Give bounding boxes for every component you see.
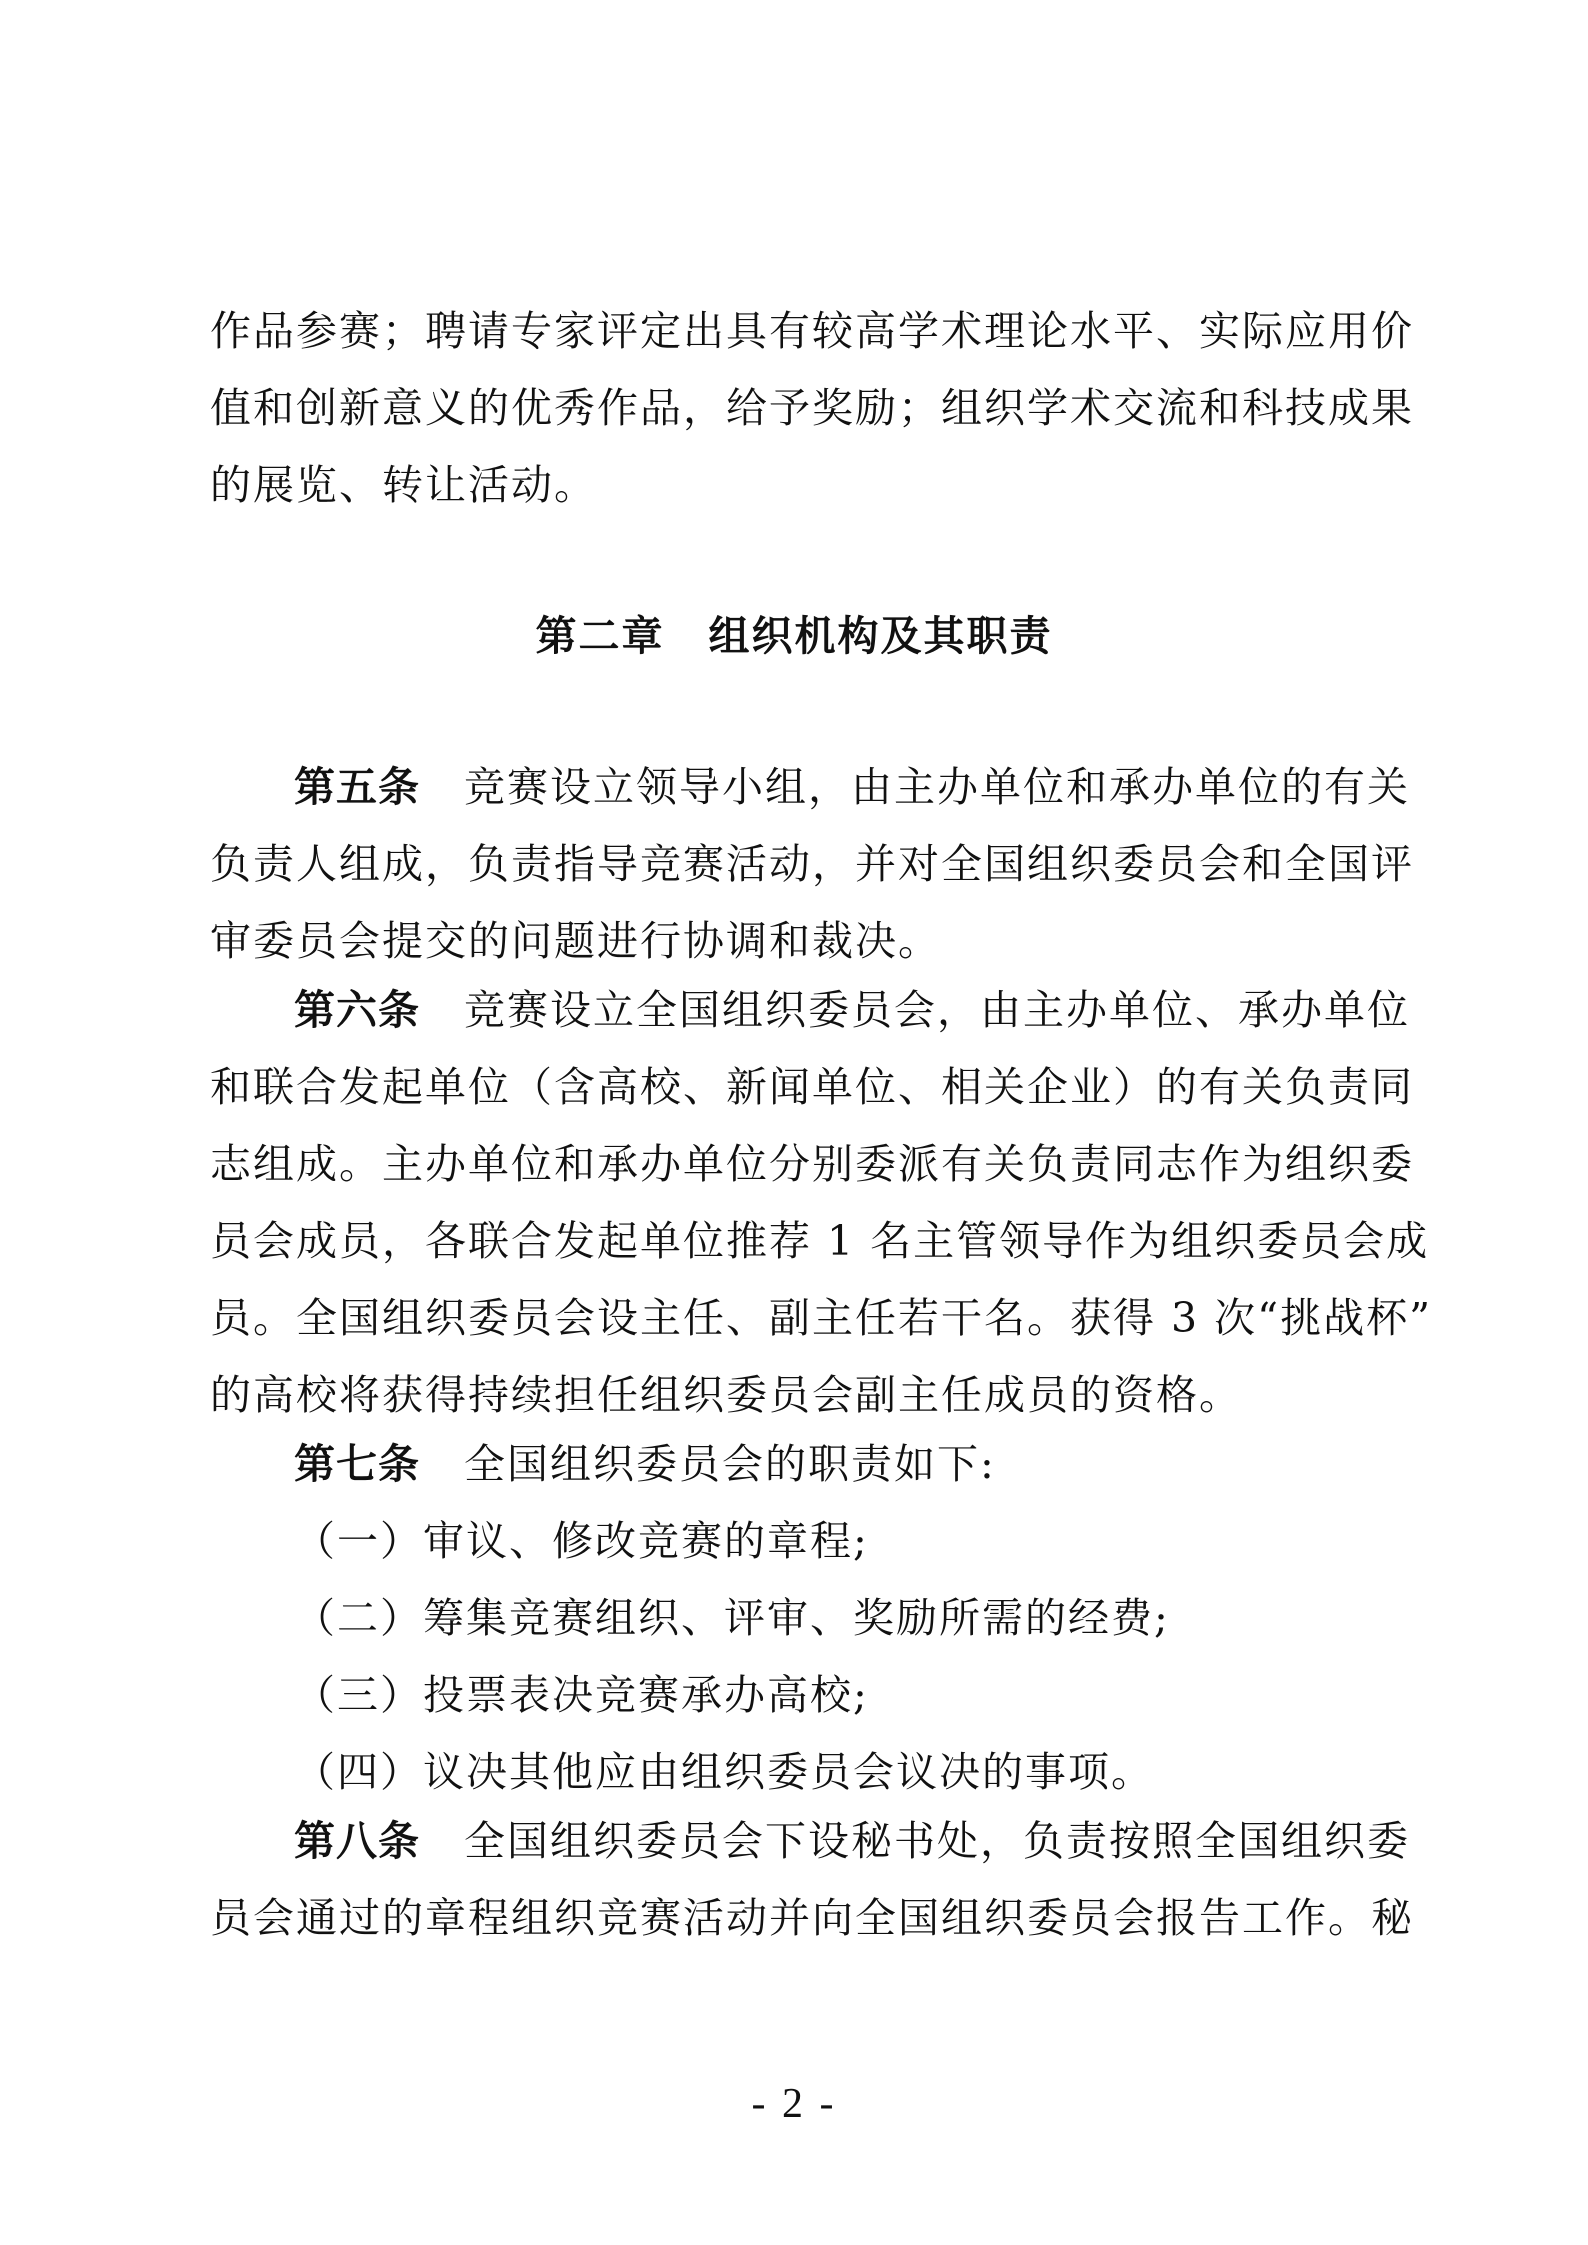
- paragraph-line: 负责人组成，负责指导竞赛活动，并对全国组织委员会和全国评: [210, 840, 1414, 888]
- list-item: （一）审议、修改竞赛的章程;: [294, 1517, 869, 1565]
- paragraph-line: 审委员会提交的问题进行协调和裁决。: [210, 917, 941, 965]
- page-number: - 2 -: [751, 2081, 837, 2127]
- paragraph-line: 竞赛设立全国组织委员会，由主办单位、承办单位: [464, 986, 1410, 1034]
- paragraph-line: 员。全国组织委员会设主任、副主任若干名。获得 3 次“挑战杯”: [210, 1294, 1433, 1342]
- paragraph-line: 作品参赛；聘请专家评定出具有较高学术理论水平、实际应用价: [210, 307, 1414, 355]
- paragraph-line: 值和创新意义的优秀作品，给予奖励；组织学术交流和科技成果: [210, 384, 1414, 432]
- paragraph-line: 全国组织委员会下设秘书处，负责按照全国组织委: [464, 1817, 1410, 1865]
- article-label: 第七条: [294, 1440, 420, 1488]
- article-5: [210, 749, 1414, 980]
- article-intro: 全国组织委员会的职责如下:: [464, 1440, 996, 1488]
- paragraph-line: 的高校将获得持续担任组织委员会副主任成员的资格。: [210, 1371, 1242, 1419]
- paragraph-line: 和联合发起单位（含高校、新闻单位、相关企业）的有关负责同: [210, 1063, 1414, 1111]
- article-7: [210, 1426, 1390, 1811]
- article-6: [210, 972, 1433, 1434]
- article-first-line: [210, 1803, 1410, 1880]
- list-item: （四）议决其他应由组织委员会议决的事项。: [294, 1748, 1154, 1796]
- article-first-line: [210, 972, 1410, 1049]
- chapter-title: 组织机构及其职责: [708, 612, 1053, 660]
- article-label: 第八条: [294, 1817, 420, 1865]
- article-first-line: [210, 749, 1410, 826]
- intro-paragraph: [210, 293, 1414, 524]
- chapter-heading: [0, 598, 1588, 675]
- paragraph-line: 的展览、转让活动。: [210, 461, 597, 509]
- article-first-line: [210, 1426, 1390, 1503]
- paragraph-line: 员会成员，各联合发起单位推荐 1 名主管领导作为组织委员会成: [210, 1217, 1430, 1265]
- article-label: 第五条: [294, 763, 420, 811]
- chapter-number: 第二章: [535, 612, 665, 660]
- paragraph-line: 志组成。主办单位和承办单位分别委派有关负责同志作为组织委: [210, 1140, 1414, 1188]
- article-8: [210, 1803, 1414, 1957]
- article-label: 第六条: [294, 986, 420, 1034]
- paragraph-line: 竞赛设立领导小组，由主办单位和承办单位的有关: [464, 763, 1410, 811]
- list-item: （三）投票表决竞赛承办高校;: [294, 1671, 869, 1719]
- list-item: （二）筹集竞赛组织、评审、奖励所需的经费;: [294, 1594, 1170, 1642]
- paragraph-line: 员会通过的章程组织竞赛活动并向全国组织委员会报告工作。秘: [210, 1894, 1414, 1942]
